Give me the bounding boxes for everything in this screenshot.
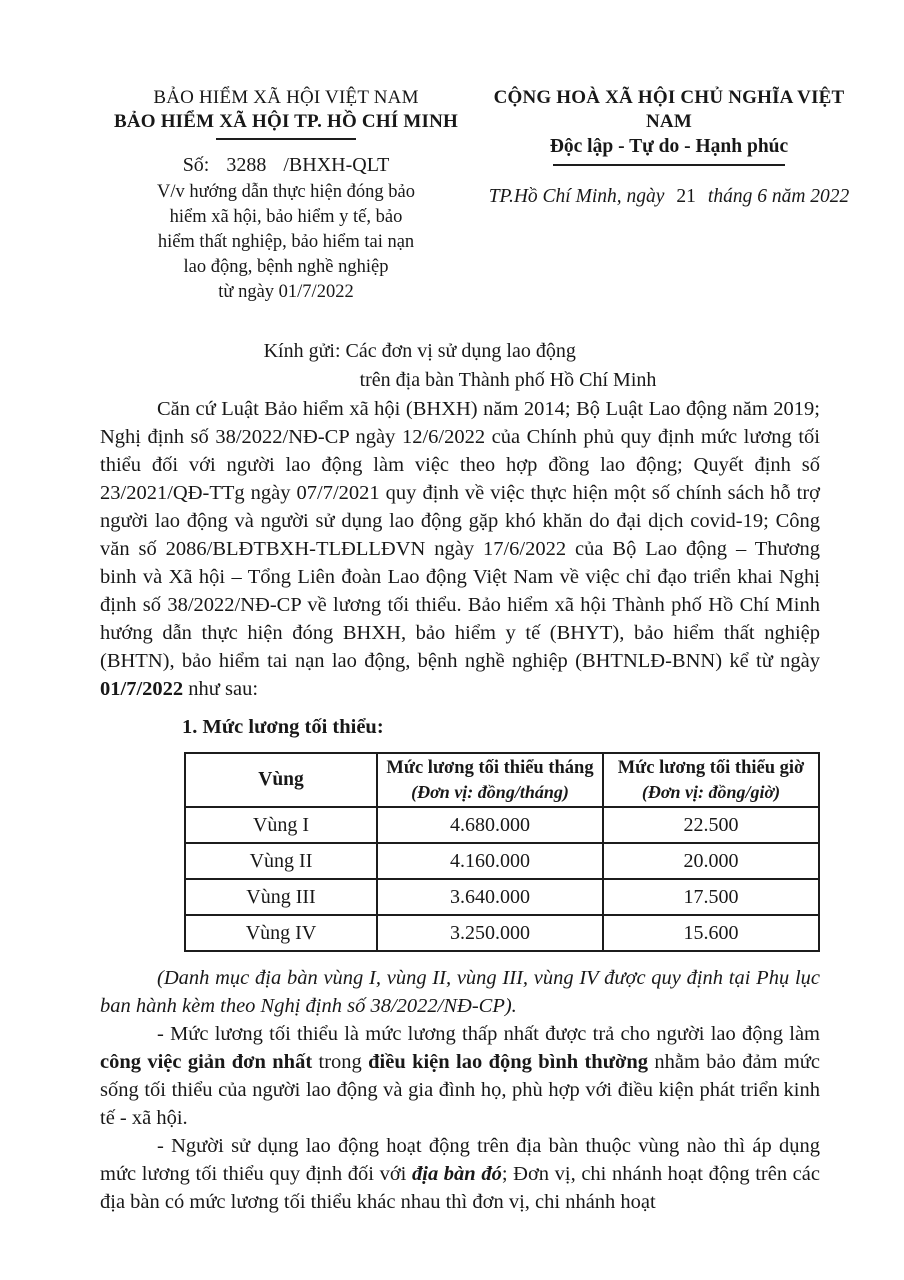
region-cell: Vùng II <box>185 843 377 879</box>
monthly-wage-cell: 3.640.000 <box>377 879 603 915</box>
doc-number-suffix: /BHXH-QLT <box>283 154 390 176</box>
col-header-region: Vùng <box>185 753 377 807</box>
document-number-line <box>100 152 472 178</box>
region-cell: Vùng IV <box>185 915 377 951</box>
agency-name: BẢO HIỂM XÃ HỘI TP. HỒ CHÍ MINH <box>113 111 459 132</box>
col-header-hourly-unit: (Đơn vị: đồng/giờ) <box>641 782 781 802</box>
paragraph-legal-basis <box>100 395 820 703</box>
salutation-line1: Kính gửi: Các đơn vị sử dụng lao động <box>263 340 576 362</box>
table-row <box>185 843 819 879</box>
date-place: TP.Hồ Chí Minh, ngày <box>488 186 665 207</box>
p1-text: Căn cứ Luật Bảo hiểm xã hội (BHXH) năm 2014; Bộ Luật Lao động năm 2019; Nghị định số 38/2022/NĐ-CP ngày 12/6/2022 của Chính phủ quy định mức lương tối thiểu đối với người lao động làm việc theo hợp đồng lao động; Quyết định số 23/2021/QĐ-TTg ngày 07/7/2021 quy định về việc thực hiện một số chính sách hỗ trợ người lao động và người sử dụng lao động gặp khó khăn do đại dịch covid-19; Công văn số 2086/BLĐTBXH-TLĐLLĐVN ngày 17/6/2022 của Bộ Lao động – Thương binh và Xã hội – Tổng Liên đoàn Lao động Việt Nam về việc chỉ đạo triển khai Nghị định số 38/2022/NĐ-CP về lương tối thiểu. Bảo hiểm xã hội Thành phố Hồ Chí Minh hướng dẫn thực hiện đóng BHXH, bảo hiểm y tế (BHYT), bảo hiểm thất nghiệp (BHTN), bảo hiểm tai nạn lao động, bệnh nghề nghiệp (BHTNLĐ-BNN) kể từ ngày <box>100 398 820 672</box>
p1-effective-date: 01/7/2022 <box>100 678 184 700</box>
place-date-line <box>472 186 866 208</box>
minimum-wage-table <box>184 752 820 952</box>
note-region-list: (Danh mục địa bàn vùng I, vùng II, vùng III, vùng IV được quy định tại Phụ lục ban hành kèm theo Nghị định số 38/2022/NĐ-CP). <box>100 967 820 1017</box>
region-cell: Vùng III <box>185 879 377 915</box>
table-row <box>185 879 819 915</box>
paragraph-minwage-definition <box>100 1020 820 1132</box>
document-header <box>100 86 866 305</box>
col-header-monthly-unit: (Đơn vị: đồng/tháng) <box>411 782 569 802</box>
motto-underline <box>553 164 785 166</box>
subject-line: từ ngày 01/7/2022 <box>218 282 354 302</box>
col-header-hourly-title: Mức lương tối thiểu giờ <box>617 758 805 778</box>
p2-text: - Mức lương tối thiểu là mức lương thấp nhất được trả cho người lao động làm <box>157 1023 820 1045</box>
table-row <box>185 915 819 951</box>
subject-line: lao động, bệnh nghề nghiệp <box>183 257 389 277</box>
p2-bold-normal-conditions: điều kiện lao động bình thường <box>368 1051 649 1073</box>
agency-underline <box>216 138 356 140</box>
national-motto: Độc lập - Tự do - Hạnh phúc <box>549 136 789 157</box>
parent-agency-name: BẢO HIỂM XÃ HỘI VIỆT NAM <box>153 87 419 108</box>
paragraph-region-application <box>100 1132 820 1216</box>
doc-number-label: Số: <box>182 154 210 176</box>
section-1-heading: 1. Mức lương tối thiểu: <box>182 716 384 738</box>
region-cell: Vùng I <box>185 807 377 843</box>
hourly-wage-cell: 15.600 <box>603 915 819 951</box>
subject-line: hiểm thất nghiệp, bảo hiểm tai nạn <box>157 232 415 252</box>
salutation-block <box>264 337 657 395</box>
col-header-hourly <box>603 753 819 807</box>
hourly-wage-cell: 17.500 <box>603 879 819 915</box>
monthly-wage-cell: 4.680.000 <box>377 807 603 843</box>
subject-line: V/v hướng dẫn thực hiện đóng bảo <box>157 182 415 202</box>
p2-text: nhằm bảo đảm mức sống tối thiểu của người lao động và gia đình họ, phù hợp với điều kiện phát triển kinh tế - xã hội. <box>100 1051 821 1129</box>
monthly-wage-cell: 3.250.000 <box>377 915 603 951</box>
table-row <box>185 807 819 843</box>
p2-text: trong <box>312 1051 369 1073</box>
document-subject <box>100 180 472 305</box>
p3-text: - Người sử dụng lao động hoạt động trên địa bàn thuộc vùng nào thì áp dụng mức lương tối thiểu quy định đối với <box>100 1135 820 1185</box>
issuing-agency-block <box>100 86 472 305</box>
p2-bold-simple-work: công việc giản đơn nhất <box>100 1051 313 1073</box>
p1-tail: như sau: <box>183 678 259 700</box>
date-day: 21 <box>676 186 696 207</box>
hourly-wage-cell: 22.500 <box>603 807 819 843</box>
date-month-year: tháng 6 năm 2022 <box>707 186 850 207</box>
p3-text: ; Đơn vị, chi nhánh hoạt động trên các địa bàn có mức lương tối thiểu khác nhau thì đơn vị, chi nhánh hoạt <box>100 1163 820 1213</box>
subject-line: hiểm xã hội, bảo hiểm y tế, bảo <box>169 207 403 227</box>
hourly-wage-cell: 20.000 <box>603 843 819 879</box>
national-title: CỘNG HOÀ XÃ HỘI CHỦ NGHĨA VIỆT NAM <box>493 87 845 132</box>
col-header-monthly-title: Mức lương tối thiểu tháng <box>386 758 594 778</box>
national-header-block <box>472 86 866 305</box>
table-header-row <box>185 753 819 807</box>
p3-bolditalic-that-area: địa bàn đó <box>412 1163 502 1185</box>
doc-number-value: 3288 <box>226 154 267 176</box>
col-header-monthly <box>377 753 603 807</box>
monthly-wage-cell: 4.160.000 <box>377 843 603 879</box>
salutation-line2: trên địa bàn Thành phố Hồ Chí Minh <box>359 369 657 391</box>
